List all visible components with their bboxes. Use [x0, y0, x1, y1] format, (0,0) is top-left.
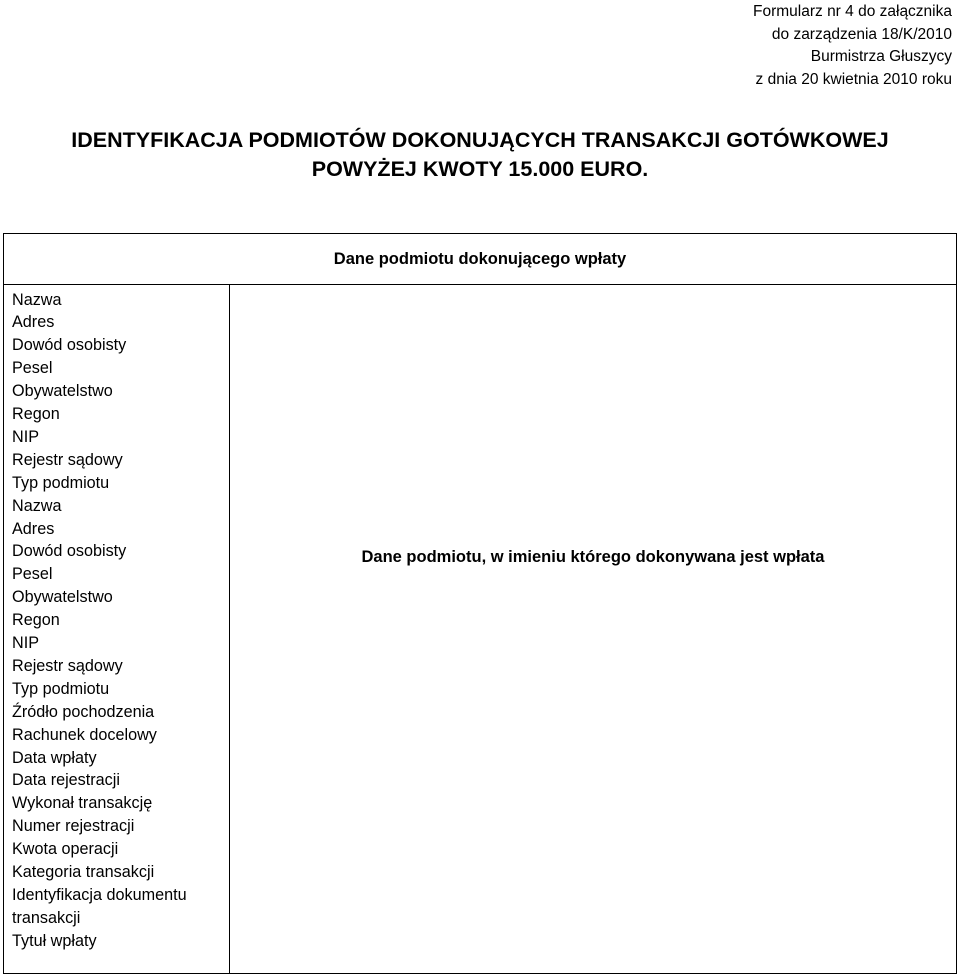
field-label: NIP	[12, 427, 39, 446]
note-line: do zarządzenia 18/K/2010	[771, 25, 952, 43]
title-line-1: IDENTYFIKACJA PODMIOTÓW DOKONUJĄCYCH TRANSAKCJI GOTÓWKOWEJ	[71, 128, 889, 152]
note-line: Formularz nr 4 do załącznika	[753, 3, 952, 20]
field-label: Nazwa	[12, 496, 62, 515]
field-label: Dowód osobisty	[12, 542, 127, 561]
field-label: Regon	[12, 405, 60, 423]
field-label: Typ podmiotu	[12, 473, 110, 492]
note-line: Burmistrza Głuszycy	[810, 48, 952, 65]
field-label: Data wpłaty	[12, 748, 97, 767]
field-label: Tytuł wpłaty	[12, 931, 97, 950]
title-line-2: POWYŻEJ KWOTY 15.000 EURO.	[311, 157, 649, 181]
field-label: Data rejestracji	[12, 771, 120, 790]
field-label: Obywatelstwo	[12, 382, 113, 401]
note-line: z dnia 20 kwietnia 2010 roku	[755, 70, 952, 88]
field-label: Rachunek docelowy	[12, 725, 157, 744]
form-reference-note	[753, 1, 952, 91]
field-label-column	[4, 285, 230, 973]
field-label: Rejestr sądowy	[12, 450, 123, 469]
field-label: Pesel	[12, 565, 53, 584]
field-label: Numer rejestracji	[12, 817, 135, 836]
field-label: Pesel	[12, 359, 53, 378]
field-label: Nazwa	[12, 290, 62, 309]
field-label: Dowód osobisty	[12, 336, 127, 355]
document-title	[0, 126, 960, 184]
field-label: Obywatelstwo	[12, 588, 113, 607]
field-label: Wykonał transakcję	[12, 794, 153, 813]
field-label: Typ podmiotu	[12, 679, 110, 698]
field-label: Adres	[12, 313, 55, 332]
field-value-column[interactable]	[230, 285, 956, 973]
field-label: Źródło pochodzenia	[12, 702, 155, 721]
field-label: Kwota operacji	[12, 840, 119, 859]
field-label: NIP	[12, 634, 39, 652]
section-heading-principal: Dane podmiotu, w imieniu którego dokonywana jest wpłata	[361, 548, 825, 566]
field-label: transakcji	[12, 908, 81, 927]
field-label: Kategoria transakcji	[12, 863, 155, 881]
identification-form-table	[3, 233, 957, 974]
field-label: Regon	[12, 611, 60, 630]
field-label: Adres	[12, 519, 55, 538]
field-label: Identyfikacja dokumentu	[12, 885, 187, 904]
section-heading-payer: Dane podmiotu dokonującego wpłaty	[4, 234, 956, 285]
field-label: Rejestr sądowy	[12, 656, 123, 675]
